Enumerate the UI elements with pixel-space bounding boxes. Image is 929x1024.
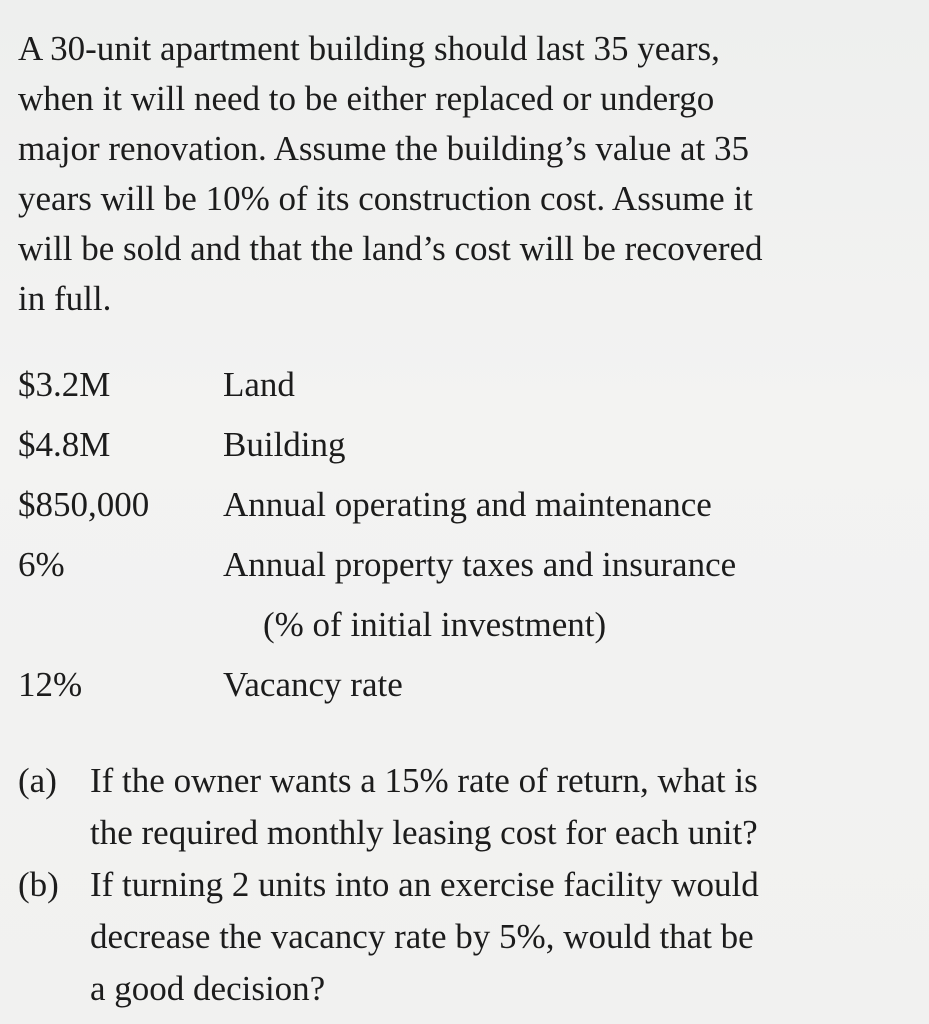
problem-statement (18, 24, 898, 324)
row-value: 12% (18, 665, 83, 704)
problem-line: A 30-unit apartment building should last 35 years, (18, 29, 720, 68)
problem-line: years will be 10% of its construction cost. Assume it (18, 179, 753, 218)
row-value: $4.8M (18, 425, 111, 464)
row-label: (% of initial investment) (263, 605, 607, 644)
table-row (18, 655, 898, 715)
row-label: Annual property taxes and insurance (223, 545, 737, 584)
row-label: Annual operating and maintenance (223, 485, 712, 524)
row-label: Vacancy rate (223, 665, 403, 704)
row-value: $3.2M (18, 365, 111, 404)
problem-line: in full. (18, 279, 112, 318)
problem-line: will be sold and that the land’s cost will be recovered (18, 229, 763, 268)
question-line: a good decision? (90, 969, 326, 1008)
problem-line: major renovation. Assume the building’s value at 35 (18, 129, 749, 168)
table-row-continuation (18, 595, 898, 655)
row-value: $850,000 (18, 485, 150, 524)
table-row (18, 355, 898, 415)
row-value: 6% (18, 545, 65, 584)
table-row (18, 535, 898, 595)
row-label: Land (223, 365, 295, 404)
question-line: If turning 2 units into an exercise facility would (90, 865, 759, 904)
question-marker: (b) (18, 865, 59, 904)
table-row (18, 475, 898, 535)
question-line: decrease the vacancy rate by 5%, would that be (90, 917, 754, 956)
question-a (18, 755, 908, 859)
problem-line: when it will need to be either replaced or undergo (18, 79, 715, 118)
question-line: If the owner wants a 15% rate of return, what is (90, 761, 758, 800)
cost-data-table (18, 355, 898, 715)
question-list (18, 755, 908, 1015)
question-b (18, 859, 908, 1015)
question-line: the required monthly leasing cost for each unit? (90, 813, 758, 852)
row-label: Building (223, 425, 346, 464)
table-row (18, 415, 898, 475)
question-marker: (a) (18, 761, 57, 800)
